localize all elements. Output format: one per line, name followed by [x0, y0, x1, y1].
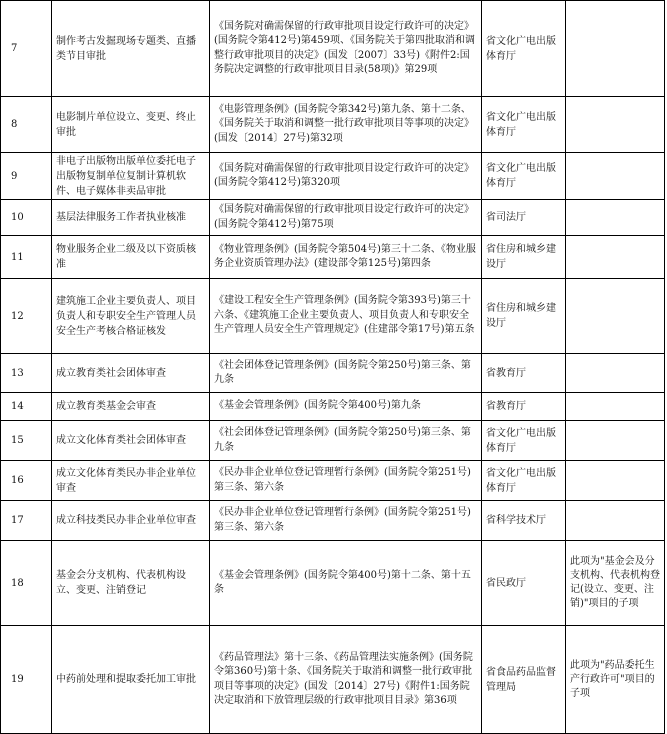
remark [566, 153, 665, 200]
row-number: 18 [1, 541, 52, 626]
table-row [1, 626, 665, 734]
table-row [1, 153, 665, 200]
item-name: 建筑施工企业主要负责人、项目负责人和专职安全生产管理人员安全生产考核合格证核发 [52, 279, 210, 354]
remark: 此项为"基金会及分支机构、代表机构登记(设立、变更、注销)"项目的子项 [566, 541, 665, 626]
department: 省文化广电出版体育厅 [482, 421, 566, 461]
department: 省教育厅 [482, 393, 566, 421]
table-row [1, 279, 665, 354]
item-name: 成立科技类民办非企业单位审查 [52, 501, 210, 541]
department: 省文化广电出版体育厅 [482, 97, 566, 153]
legal-basis: 《民办非企业单位登记管理暂行条例》(国务院令第251号)第三条、第六条 [210, 501, 482, 541]
legal-basis: 《国务院对确需保留的行政审批项目设定行政许可的决定》(国务院令第412号)第459项、《国务院关于第四批取消和调整行政审批项目的决定》(国发〔2007〕33号)《附件2:国务院决定调整的行政审批项目目录(58项)》第29项 [210, 1, 482, 97]
row-number: 10 [1, 200, 52, 236]
remark [566, 279, 665, 354]
table-row [1, 501, 665, 541]
department: 省司法厅 [482, 200, 566, 236]
row-number: 8 [1, 97, 52, 153]
table-row [1, 200, 665, 236]
row-number: 12 [1, 279, 52, 354]
department: 省食品药品监督管理局 [482, 626, 566, 734]
table-row [1, 1, 665, 97]
item-name: 电影制片单位设立、变更、终止审批 [52, 97, 210, 153]
remark [566, 354, 665, 393]
department: 省教育厅 [482, 354, 566, 393]
department: 省文化广电出版体育厅 [482, 461, 566, 501]
item-name: 制作考古发掘现场专题类、直播类节目审批 [52, 1, 210, 97]
row-number: 11 [1, 236, 52, 279]
legal-basis: 《基金会管理条例》(国务院令第400号)第十二条、第十五条 [210, 541, 482, 626]
table-row [1, 421, 665, 461]
item-name: 成立教育类社会团体审查 [52, 354, 210, 393]
legal-basis: 《社会团体登记管理条例》(国务院令第250号)第三条、第九条 [210, 421, 482, 461]
department: 省文化广电出版体育厅 [482, 153, 566, 200]
row-number: 16 [1, 461, 52, 501]
table-row [1, 541, 665, 626]
row-number: 7 [1, 1, 52, 97]
table-row [1, 236, 665, 279]
department: 省民政厅 [482, 541, 566, 626]
item-name: 成立教育类基金会审查 [52, 393, 210, 421]
item-name: 基层法律服务工作者执业核准 [52, 200, 210, 236]
table-row [1, 97, 665, 153]
remark [566, 421, 665, 461]
remark [566, 97, 665, 153]
item-name: 物业服务企业二级及以下资质核准 [52, 236, 210, 279]
row-number: 14 [1, 393, 52, 421]
legal-basis: 《物业管理条例》(国务院令第504号)第三十二条、《物业服务企业资质管理办法》(建设部令第125号)第四条 [210, 236, 482, 279]
legal-basis: 《民办非企业单位登记管理暂行条例》(国务院令第251号)第三条、第六条 [210, 461, 482, 501]
remark [566, 1, 665, 97]
department: 省科学技术厅 [482, 501, 566, 541]
item-name: 成立文化体育类社会团体审查 [52, 421, 210, 461]
legal-basis: 《国务院对确需保留的行政审批项目设定行政许可的决定》(国务院令第412号)第75项 [210, 200, 482, 236]
remark [566, 393, 665, 421]
item-name: 非电子出版物出版单位委托电子出版物复制单位复制计算机软件、电子媒体非卖品审批 [52, 153, 210, 200]
legal-basis: 《社会团体登记管理条例》(国务院令第250号)第三条、第九条 [210, 354, 482, 393]
department: 省住房和城乡建设厅 [482, 279, 566, 354]
row-number: 15 [1, 421, 52, 461]
row-number: 9 [1, 153, 52, 200]
department: 省住房和城乡建设厅 [482, 236, 566, 279]
department: 省文化广电出版体育厅 [482, 1, 566, 97]
table-row [1, 393, 665, 421]
row-number: 13 [1, 354, 52, 393]
table-row [1, 354, 665, 393]
row-number: 17 [1, 501, 52, 541]
legal-basis: 《基金会管理条例》(国务院令第400号)第九条 [210, 393, 482, 421]
remark [566, 236, 665, 279]
legal-basis: 《电影管理条例》(国务院令第342号)第九条、第十二条、《国务院关于取消和调整一批行政审批项目等事项的决定》(国发〔2014〕27号)第32项 [210, 97, 482, 153]
legal-basis: 《国务院对确需保留的行政审批项目设定行政许可的决定》(国务院令第412号)第320项 [210, 153, 482, 200]
table-row [1, 461, 665, 501]
legal-basis: 《药品管理法》第十三条、《药品管理法实施条例》(国务院令第360号)第十条、《国务院关于取消和调整一批行政审批项目等事项的决定》(国发〔2014〕27号)《附件1:国务院决定取消和下放管理层级的行政审批项目目录》第36项 [210, 626, 482, 734]
legal-basis: 《建设工程安全生产管理条例》(国务院令第393号)第三十六条、《建筑施工企业主要负责人、项目负责人和专职安全生产管理人员安全生产管理规定》(住建部令第17号)第五条 [210, 279, 482, 354]
row-number: 19 [1, 626, 52, 734]
remark [566, 461, 665, 501]
item-name: 基金会分支机构、代表机构设立、变更、注销登记 [52, 541, 210, 626]
remark: 此项为"药品委托生产行政许可"项目的子项 [566, 626, 665, 734]
item-name: 中药前处理和提取委托加工审批 [52, 626, 210, 734]
remark [566, 200, 665, 236]
remark [566, 501, 665, 541]
item-name: 成立文化体育类民办非企业单位审查 [52, 461, 210, 501]
